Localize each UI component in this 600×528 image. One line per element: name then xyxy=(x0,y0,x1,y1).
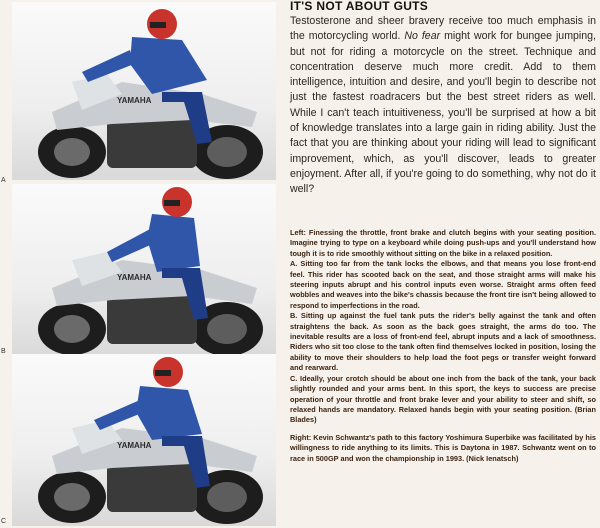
bike-brand-label: YAMAHA xyxy=(117,273,152,282)
motorcycle-rider-illustration-c xyxy=(12,354,276,526)
article-body-emphasis: No fear xyxy=(404,30,441,43)
bike-brand-label: YAMAHA xyxy=(117,441,152,450)
caption-a: A. Sitting too far from the tank locks the elbows, and that means you lose front-end feel. This rider has scooted back on the seat, and those straight arms will make his steering inputs abrupt and his control inputs even worse. Straight arms often feed wobbles and weaves into the bike's chassis because the front tire isn't being allowed to respond to imperfections in the road. xyxy=(290,259,596,310)
article-body-part-1: Testosterone and sheer bravery receive too much emphasis in the motorcycling world. xyxy=(290,15,596,43)
photo-column xyxy=(0,0,282,528)
motorcycle-rider-illustration-a xyxy=(12,2,276,180)
caption-right: Right: Kevin Schwantz's path to this factory Yoshimura Superbike was facilitated by his willingness to ride anything to its limits. This is Daytona in 1987. Schwantz went on to race in 500GP and won the championship in 1993. (Nick Ienatsch) xyxy=(290,432,596,463)
photo-a-rider-too-far-back xyxy=(12,2,276,180)
photo-letter-b: B xyxy=(1,348,6,355)
caption-b: B. Sitting up against the fuel tank puts the rider's belly against the tank and often straightens the back. As soon as the back goes straight, the arms do too. The inevitable results are a loss of front-end feel, abrupt inputs and a lack of smoothness. Riders who sit too close to the tank often find themselves locked in position, losing the ability to move their shoulders to help load the foot pegs or transfer weight forward and rearward. xyxy=(290,311,596,373)
article-column xyxy=(290,0,596,198)
photo-letter-c: C xyxy=(1,518,7,525)
bike-brand-label: YAMAHA xyxy=(117,96,152,105)
caption-left-intro: Left: Finessing the throttle, front brake and clutch begins with your seating position. Imagine trying to type on a keyboard while doing push-ups and you'll understand how tough it is to ride smoothly without sitting on the bike in a relaxed position. xyxy=(290,228,596,258)
photo-letter-a: A xyxy=(1,177,6,184)
article-headline: IT'S NOT ABOUT GUTS xyxy=(290,0,429,13)
caption-c: C. Ideally, your crotch should be about one inch from the back of the tank, your back slightly rounded and your arms bent. In this sport, the keys to success are precise operation of your throttle and front brake lever and your ability to steer and shift, so relaxed hands are mandatory. Relaxed hands begin with your seating position. (Brian Blades) xyxy=(290,373,596,425)
article-body xyxy=(290,14,596,198)
photo-c-ideal-position xyxy=(12,354,276,526)
photo-b-rider-too-close xyxy=(12,184,276,358)
article-body-part-2: might work for bungee jumping, but not for riding a motorcycle on the street. Technique and concentration deserve much more credit. Add to them intelligence, intuition and desire, and you'll begin to describe not just the fastest roadracers but the best street riders as well. While I can't teach intuitiveness, you'll be surprised at how a bit of knowledge translates into a large gain in riding ability. Just the fact that you are thinking about your riding will lead to significant improvement, which, as you'll discover, leads to greater enjoyment. After all, if you're going to do something, why not do it well? xyxy=(290,30,596,196)
photo-captions xyxy=(290,228,596,464)
motorcycle-rider-illustration-b xyxy=(12,184,276,358)
